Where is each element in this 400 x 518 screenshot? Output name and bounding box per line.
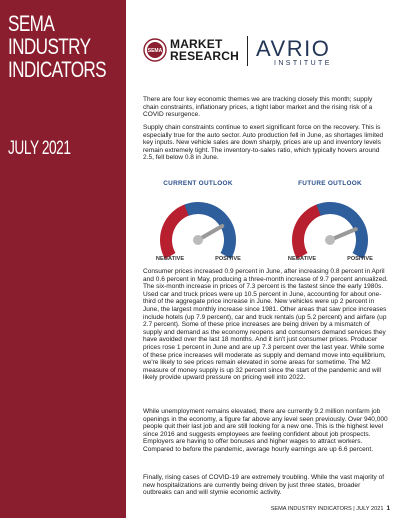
report-date: JULY 2021: [8, 138, 71, 159]
gauge-arc-negative: [298, 210, 320, 256]
report-title-line: INDUSTRY: [8, 34, 91, 59]
body-paragraph: There are four key economic themes we are tracking closely this month; supply chain constraints, inflationary prices, a tight labor market and the rising risk of a COVID resurgence.: [143, 96, 373, 119]
sidebar-banner: [0, 0, 126, 518]
footer-text: SEMA INDUSTRY INDICATORS | JULY 2021: [270, 506, 384, 512]
gauge-positive-label: POSITIVE: [215, 256, 241, 262]
page-number: 1: [386, 505, 390, 512]
logo-divider: [247, 36, 248, 66]
gauge-future: [280, 188, 380, 264]
body-paragraph: While unemployment remains elevated, there are currently 9.2 million nonfarm job openings in the economy, a figure far above any level seen previously. Over 940,000 people quit their last job and are still looking for a new one. This is the highest level since 2016 and suggests employees are feeling confident about job prospects. Employers are having to offer bonuses and higher wages to attract workers. Compared to before the pandemic, average hourly earnings are up 6.6 percent.: [143, 408, 388, 453]
sema-seal-text: SEMA: [147, 48, 163, 54]
market-research-line1: MARKET: [170, 37, 223, 51]
gauge-negative-label: NEGATIVE: [287, 256, 317, 262]
gauge-current: [148, 188, 248, 264]
gauge-title-current: CURRENT OUTLOOK: [163, 180, 233, 187]
report-title-line: SEMA: [8, 11, 55, 36]
body-paragraph: Supply chain constraints continue to exert significant force on the recovery. This is especially true for the auto sector. Auto production fell in June, as shortages limited key inputs. New vehicle sales are down sharply, prices are up and inventory levels remain extremely tight. The inventory-to-sales ratio, which typically hovers around 2.5, fell below 0.8 in June.: [143, 124, 384, 162]
gauge-positive-label: POSITIVE: [347, 256, 373, 262]
report-title: [8, 12, 106, 81]
avrio-subtitle: INSTITUTE: [274, 60, 332, 67]
body-paragraph: Consumer prices increased 0.9 percent in June, after increasing 0.8 percent in April and 0.6 percent in May, producing a three-month increase of 9.7 percent annualized. The six-month increase in prices of 7.3 percent is the fastest since the early 1980s. Used car and truck prices were up 10.5 percent in June, accounting for about one-third of the aggregate price increase in June. New vehicles were up 2 percent in June, the largest monthly increase since 1981. Other areas that saw price increases include hotels (up 7.9 percent), car and truck rentals (up 5.2 percent) and airfare (up 2.7 percent). Some of these price increases are being driven by a mismatch of supply and demand as the economy reopens and consumers demand services they have avoided over the last 18 months. And it isn't just consumer prices. Producer prices rose 1 percent in June and are up 7.3 percent over the last year. While some of these price increases will moderate as supply and demand move into equilibrium, we're likely to see prices remain elevated in some areas for sometime. The M2 measure of money supply is up 32 percent since the start of the pandemic and will likely provide upward pressure on pricing well into 2022.: [143, 268, 388, 382]
gauge-title-future: FUTURE OUTLOOK: [298, 180, 362, 187]
gauge-hub: [193, 235, 203, 245]
market-research-logo: [170, 38, 239, 62]
page-footer: [271, 505, 390, 512]
gauge-arc-negative: [166, 210, 188, 256]
gauge-hub: [325, 235, 335, 245]
gauge-arc-positive: [319, 208, 362, 256]
report-title-line: INDICATORS: [8, 57, 107, 82]
avrio-logo: AVRIO: [256, 36, 331, 61]
body-paragraph: Finally, rising cases of COVID-19 are extremely troubling. While the vast majority of new hospitalizations are currently being driven by just three states, broader outbreaks can and will stymie economic activity.: [143, 474, 385, 497]
gauge-negative-label: NEGATIVE: [155, 256, 185, 262]
market-research-line2: RESEARCH: [170, 49, 239, 63]
sema-seal-icon: [143, 38, 167, 62]
outlook-gauges: [143, 180, 388, 270]
logo-bar: [143, 36, 388, 70]
